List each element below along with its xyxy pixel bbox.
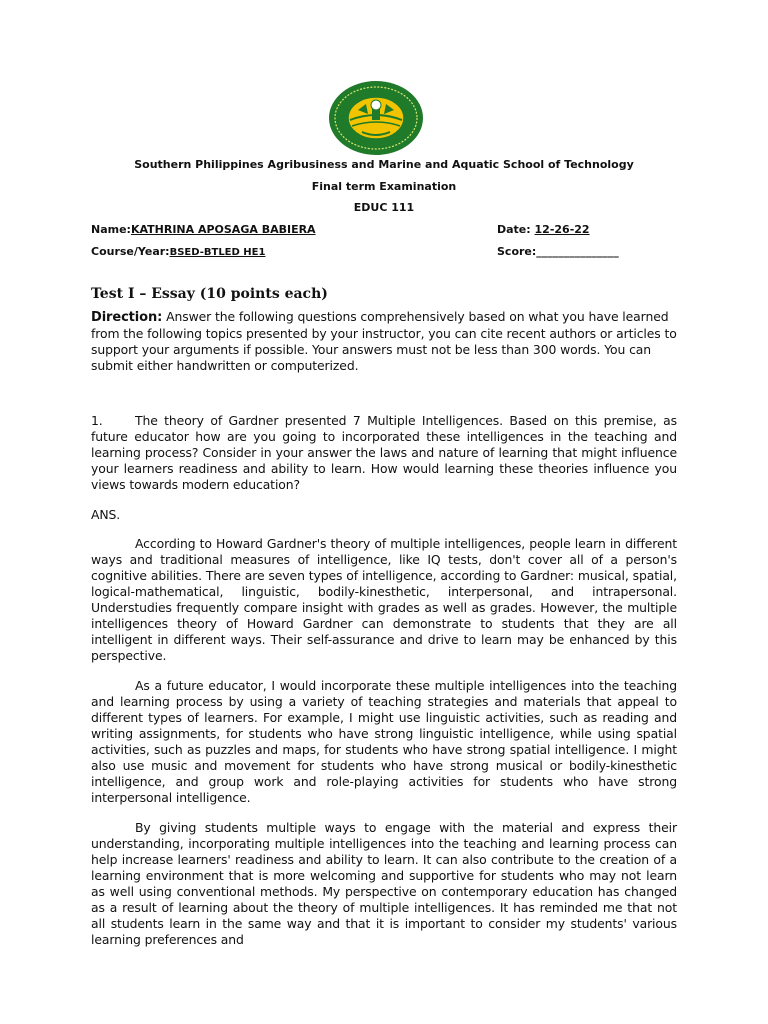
school-name: Southern Philippines Agribusiness and Marine and Aquatic School of Technology (134, 158, 634, 171)
answer-paragraph: By giving students multiple ways to engage with the material and express their understanding, incorporating multiple intelligences into the teaching and learning process can help increase learners' readiness and ability to learn. It can also contribute to the creation of a learning environment that is more welcoming and supportive for students who may not learn as well using conventional methods. My perspective on contemporary education has changed as a result of learning about the theory of multiple intelligences. It has reminded me that not all students learn in the same way and that it is important to consider my students' various learning preferences and (91, 820, 677, 947)
score-label: Score: (497, 245, 537, 258)
score-field (497, 245, 619, 258)
date-label: Date: (497, 223, 535, 236)
answer-paragraph: According to Howard Gardner's theory of multiple intelligences, people learn in different ways and traditional measures of intelligence, like IQ tests, don't cover all of a person's cognitive abilities. There are seven types of intelligence, according to Gardner: musical, spatial, logical-mathematical, linguistic, bodily-kinesthetic, interpersonal, and intrapersonal. Understudies frequently compare insight with grades as well as grades. However, the multiple intelligences theory of Howard Gardner can demonstrate to students that they are all intelligent in different ways. Their self-assurance and drive to learn may be enhanced by this perspective. (91, 536, 677, 663)
exam-title: Final term Examination (311, 180, 457, 193)
test-heading: Test I – Essay (10 points each) (91, 286, 328, 302)
date-value: 12-26-22 (534, 223, 590, 236)
answer-label: ANS. (91, 507, 121, 522)
score-value: _______________ (536, 245, 619, 258)
name-value: KATHRINA APOSAGA BABIERA (130, 223, 316, 236)
course-year-label: Course/Year: (91, 245, 170, 258)
question-1 (91, 413, 677, 493)
direction-text: Answer the following questions comprehensively based on what you have learned from the following topics presented by your instructor, you can cite recent authors or articles to support your arguments if possible. Your answers must not be less than 300 words. You can submit either handwritten or computerized. (91, 309, 677, 373)
school-seal-icon (328, 80, 424, 156)
answer-paragraph: As a future educator, I would incorporate these multiple intelligences into the teaching and learning process by using a variety of teaching strategies and materials that appeal to different types of learners. For example, I might use linguistic activities, such as reading and writing assignments, for students who have strong linguistic intelligence, while using spatial activities, such as puzzles and maps, for students who have strong spatial intelligence. I might also use music and movement for students who have strong musical or bodily-kinesthetic intelligence, and group work and role-playing activities for students who have strong interpersonal intelligence. (91, 678, 677, 805)
course-year-value: BSED-BTLED HE1 (169, 247, 266, 258)
course-year-field (91, 245, 265, 258)
direction-paragraph (91, 309, 677, 374)
direction-label: Direction: (91, 310, 163, 325)
course-code: EDUC 111 (353, 201, 415, 214)
question-text: The theory of Gardner presented 7 Multiple Intelligences. Based on this premise, as future educator how are you going to incorporated these intelligences in the teaching and learning process? Consider in your answer the laws and nature of learning that might influence your learners readiness and ability to learn. How would learning these theories influence you views towards modern education? (91, 413, 677, 492)
question-number: 1. (91, 413, 103, 428)
name-field (91, 223, 316, 236)
date-field (497, 223, 590, 236)
name-label: Name: (91, 223, 131, 236)
